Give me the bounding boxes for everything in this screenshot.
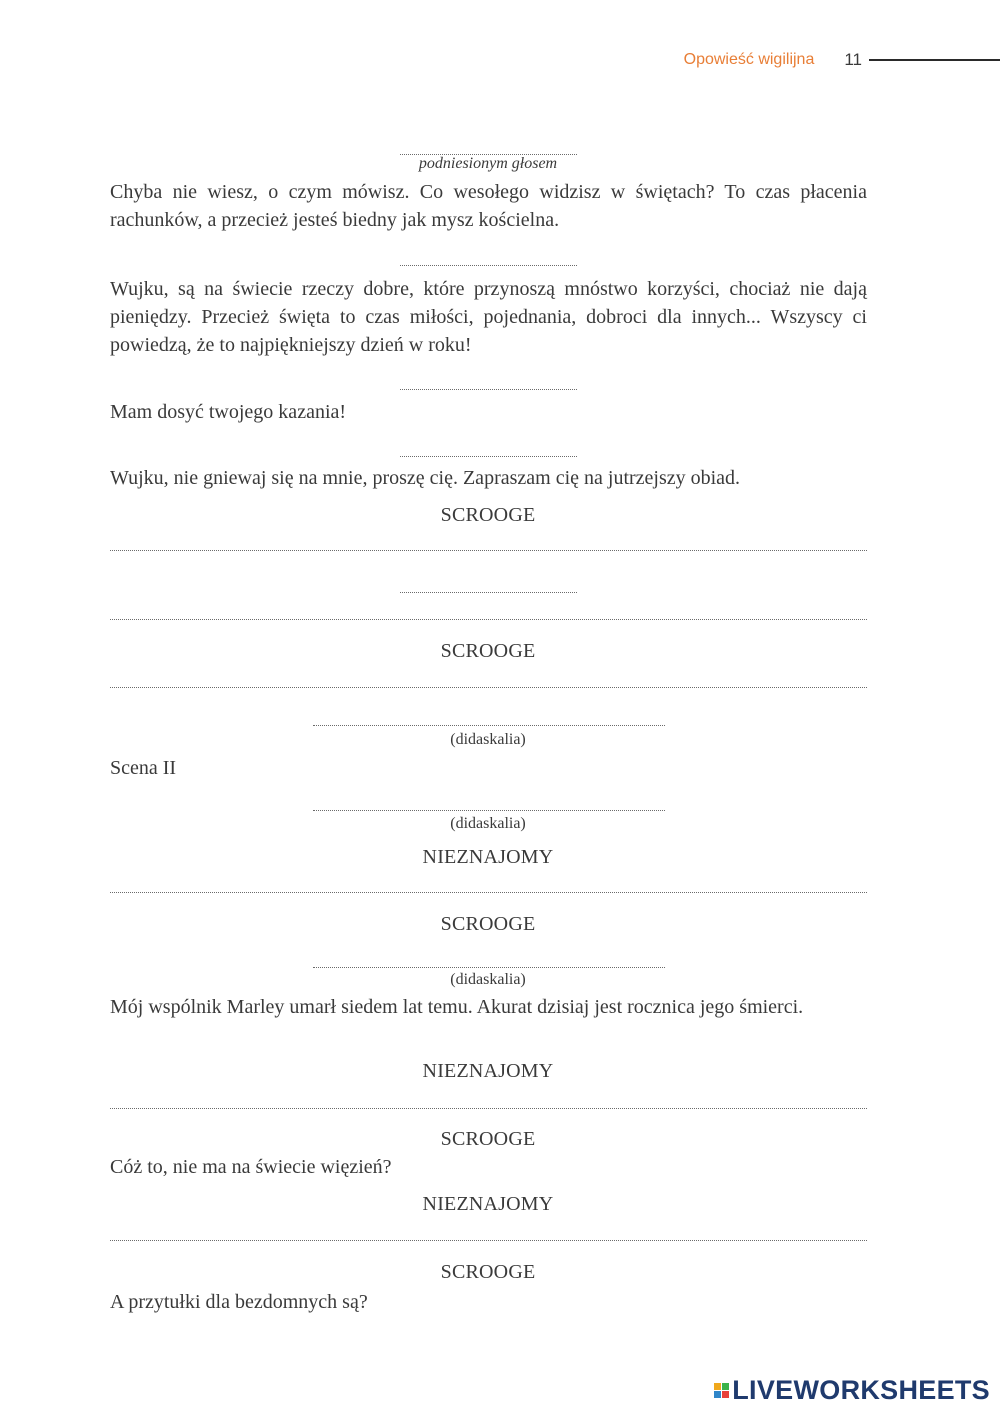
speaker-stranger: NIEZNAJOMY	[422, 1193, 554, 1215]
liveworksheets-logo-icon	[714, 1383, 729, 1398]
liveworksheets-watermark	[714, 1375, 990, 1406]
page-header	[684, 47, 1000, 73]
didascalia-blank-2[interactable]	[313, 810, 665, 811]
logo-square	[714, 1383, 721, 1390]
speaker-scrooge: SCROOGE	[440, 504, 536, 526]
logo-square	[722, 1391, 729, 1398]
dialogue-line-1: Chyba nie wiesz, o czym mówisz. Co wesołego widzisz w świętach? To czas płacenia rachunków, a przecież jesteś biedny jak mysz kościelna.	[110, 181, 867, 231]
didascalia-blank-3[interactable]	[313, 967, 665, 968]
speaker-stranger: NIEZNAJOMY	[422, 846, 554, 868]
scene-title: Scena II	[110, 757, 177, 779]
answer-blank-4[interactable]	[110, 892, 867, 893]
speaker-scrooge: SCROOGE	[440, 1261, 536, 1283]
book-title: Opowieść wigilijna	[683, 51, 815, 68]
speaker-blank-5[interactable]	[400, 592, 577, 593]
dialogue-line-7: A przytułki dla bezdomnych są?	[110, 1291, 368, 1313]
speaker-blank-4[interactable]	[400, 456, 577, 457]
speaker-scrooge: SCROOGE	[440, 640, 536, 662]
dialogue-line-2: Wujku, są na świecie rzeczy dobre, które przynoszą mnóstwo korzyści, chociaż nie dają pieniędzy. Przecież święta to czas miłości, pojednania, dobroci dla innych... Wszyscy ci powiedzą, że to najpiękniejszy dzień w roku!	[110, 278, 867, 356]
watermark-text: LIVEWORKSHEETS	[732, 1375, 990, 1405]
speaker-scrooge: SCROOGE	[440, 1128, 536, 1150]
speaker-stranger: NIEZNAJOMY	[422, 1060, 554, 1082]
speaker-blank-3[interactable]	[400, 389, 577, 390]
didascalia-label: (didaskalia)	[450, 815, 526, 832]
stage-note-raised-voice: podniesionym głosem	[418, 155, 558, 172]
header-rule	[869, 59, 1000, 61]
answer-blank-6[interactable]	[110, 1240, 867, 1241]
answer-blank-3[interactable]	[110, 687, 867, 688]
didascalia-label: (didaskalia)	[450, 971, 526, 988]
logo-square	[714, 1391, 721, 1398]
dialogue-line-6: Cóż to, nie ma na świecie więzień?	[110, 1156, 392, 1178]
didascalia-label: (didaskalia)	[450, 731, 526, 748]
speaker-scrooge: SCROOGE	[440, 913, 536, 935]
answer-blank-2[interactable]	[110, 619, 867, 620]
speaker-blank-2[interactable]	[400, 265, 577, 266]
didascalia-blank-1[interactable]	[313, 725, 665, 726]
page-number: 11	[844, 50, 862, 69]
dialogue-line-4: Wujku, nie gniewaj się na mnie, proszę cię. Zapraszam cię na jutrzejszy obiad.	[110, 467, 741, 489]
answer-blank-1[interactable]	[110, 550, 867, 551]
dialogue-line-3: Mam dosyć twojego kazania!	[110, 401, 347, 423]
logo-square	[722, 1383, 729, 1390]
dialogue-line-5: Mój wspólnik Marley umarł siedem lat temu. Akurat dzisiaj jest rocznica jego śmierci.	[110, 996, 804, 1018]
answer-blank-5[interactable]	[110, 1108, 867, 1109]
